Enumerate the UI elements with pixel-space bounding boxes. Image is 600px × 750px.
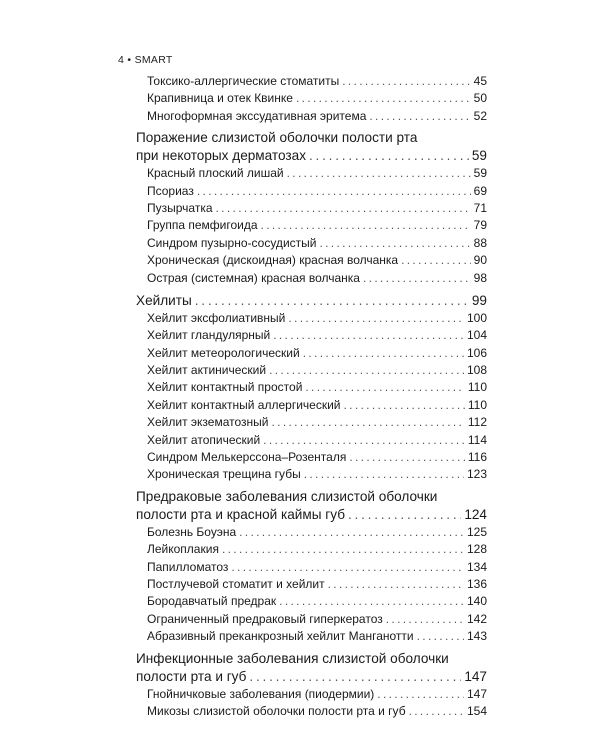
leader-dots bbox=[369, 108, 470, 125]
leader-dots bbox=[271, 414, 464, 431]
toc-entry-page: 45 bbox=[473, 74, 487, 88]
toc-entry-page: 88 bbox=[473, 235, 487, 250]
toc-entry-title: Красный плоский лишай bbox=[147, 166, 284, 181]
leader-dots bbox=[195, 292, 469, 310]
toc-entry[interactable] bbox=[136, 576, 487, 593]
leader-dots bbox=[401, 252, 471, 269]
leader-dots bbox=[349, 449, 465, 466]
leader-dots bbox=[377, 686, 464, 703]
leader-dots bbox=[288, 310, 464, 327]
leader-dots bbox=[342, 73, 470, 90]
leader-dots bbox=[216, 200, 471, 217]
leader-dots bbox=[417, 628, 464, 645]
page-number: 4 bbox=[118, 54, 125, 66]
toc-entry[interactable] bbox=[136, 73, 487, 90]
toc-entry-page: 71 bbox=[473, 200, 487, 215]
toc-entry-page: 90 bbox=[473, 253, 487, 268]
toc-entry-title: Острая (системная) красная волчанка bbox=[147, 270, 360, 285]
leader-dots bbox=[249, 668, 461, 686]
leader-dots bbox=[296, 90, 471, 107]
toc-entry-page: 112 bbox=[467, 415, 487, 430]
leader-dots bbox=[269, 362, 464, 379]
toc-entry-title: Абразивный преканкрозный хейлит Манганотти bbox=[147, 629, 414, 644]
toc-entry-title: Хейлит гландулярный bbox=[147, 328, 271, 343]
leader-dots bbox=[239, 524, 464, 541]
table-of-contents bbox=[136, 73, 487, 720]
toc-section-title-line2: при некоторых дерматозах bbox=[136, 148, 306, 164]
leader-dots bbox=[222, 541, 464, 558]
toc-entry-page: 104 bbox=[466, 328, 487, 343]
toc-section[interactable] bbox=[136, 650, 487, 686]
leader-dots bbox=[328, 576, 464, 593]
toc-entry-title: Пузырчатка bbox=[147, 200, 213, 215]
toc-entry[interactable] bbox=[136, 466, 487, 483]
toc-entry-title: Хейлит экзематозный bbox=[147, 415, 269, 430]
toc-entry[interactable] bbox=[136, 611, 487, 628]
toc-section-page: 99 bbox=[471, 292, 487, 308]
toc-section-page: 147 bbox=[464, 668, 487, 684]
toc-entry-page: 110 bbox=[467, 380, 487, 395]
toc-entry-title: Хейлит атопический bbox=[147, 432, 261, 447]
toc-entry[interactable] bbox=[136, 345, 487, 362]
toc-entry-title: Микозы слизистой оболочки полости рта и губ bbox=[147, 703, 406, 718]
toc-entry-title: Болезнь Боуэна bbox=[147, 524, 237, 539]
toc-entry-title: Токсико-аллергические стоматиты bbox=[147, 74, 340, 88]
leader-dots bbox=[386, 611, 464, 628]
toc-section-title-line2: полости рта и губ bbox=[136, 668, 247, 684]
toc-section-page: 59 bbox=[471, 148, 487, 164]
toc-entry[interactable] bbox=[136, 310, 487, 327]
leader-dots bbox=[231, 559, 464, 576]
toc-section-title: Хейлиты bbox=[136, 292, 192, 308]
toc-entry[interactable] bbox=[136, 414, 487, 431]
toc-entry-title: Хейлит эксфолиативный bbox=[147, 310, 286, 325]
leader-dots bbox=[261, 217, 471, 234]
leader-dots bbox=[409, 703, 464, 720]
toc-entry-page: 69 bbox=[473, 183, 487, 198]
toc-entry[interactable] bbox=[136, 235, 487, 252]
leader-dots bbox=[344, 397, 465, 414]
toc-entry[interactable] bbox=[136, 397, 487, 414]
toc-section[interactable] bbox=[136, 292, 487, 310]
toc-entry-title: Многоформная экссудативная эритема bbox=[147, 108, 367, 123]
toc-entry-page: 108 bbox=[466, 363, 487, 378]
toc-entry-title: Крапивница и отек Квинке bbox=[147, 91, 293, 106]
toc-entry-page: 100 bbox=[466, 310, 487, 325]
toc-entry-title: Хейлит контактный простой bbox=[147, 380, 303, 395]
leader-dots bbox=[304, 466, 464, 483]
toc-entry[interactable] bbox=[136, 362, 487, 379]
toc-entry[interactable] bbox=[136, 200, 487, 217]
toc-entry[interactable] bbox=[136, 108, 487, 125]
toc-entry[interactable] bbox=[136, 686, 487, 703]
leader-dots bbox=[319, 235, 470, 252]
toc-entry-page: 50 bbox=[473, 91, 487, 106]
toc-entry-title: Хейлит метеорологический bbox=[147, 345, 300, 360]
toc-entry-page: 136 bbox=[466, 576, 487, 591]
toc-entry-page: 143 bbox=[466, 629, 487, 644]
series-name: SMART bbox=[134, 54, 173, 66]
toc-entry-page: 147 bbox=[466, 686, 487, 701]
toc-entry-page: 59 bbox=[473, 166, 487, 181]
toc-entry-page: 134 bbox=[466, 559, 487, 574]
toc-entry[interactable] bbox=[136, 432, 487, 449]
toc-entry[interactable] bbox=[136, 165, 487, 182]
toc-entry[interactable] bbox=[136, 90, 487, 107]
toc-entry[interactable] bbox=[136, 559, 487, 576]
toc-entry-title: Гнойничковые заболевания (пиодермии) bbox=[147, 686, 375, 701]
leader-dots bbox=[303, 345, 464, 362]
toc-entry-page: 106 bbox=[466, 345, 487, 360]
leader-dots bbox=[305, 379, 464, 396]
toc-entry-title: Синдром пузырно-сосудистый bbox=[147, 235, 317, 250]
toc-entry-title: Группа пемфигоида bbox=[147, 218, 258, 233]
toc-entry-page: 114 bbox=[467, 432, 487, 447]
toc-entry-title: Хейлит контактный аллергический bbox=[147, 397, 341, 412]
toc-entry-title: Бородавчатый предрак bbox=[147, 594, 277, 609]
toc-entry-title: Папилломатоз bbox=[147, 559, 229, 574]
toc-entry[interactable] bbox=[136, 217, 487, 234]
toc-entry-page: 123 bbox=[466, 467, 487, 482]
toc-entry[interactable] bbox=[136, 703, 487, 720]
toc-entry[interactable] bbox=[136, 628, 487, 645]
toc-section-title-line2: полости рта и красной каймы губ bbox=[136, 506, 345, 522]
toc-entry-page: 154 bbox=[466, 703, 487, 718]
toc-entry-page: 116 bbox=[467, 450, 487, 465]
leader-dots bbox=[273, 327, 464, 344]
toc-entry[interactable] bbox=[136, 183, 487, 200]
toc-entry[interactable] bbox=[136, 252, 487, 269]
toc-entry[interactable] bbox=[136, 327, 487, 344]
running-head bbox=[118, 54, 173, 66]
toc-entry[interactable] bbox=[136, 270, 487, 287]
toc-section-title-line1: Предраковые заболевания слизистой оболочки bbox=[136, 488, 438, 504]
toc-entry-page: 128 bbox=[466, 542, 487, 557]
toc-entry-title: Лейкоплакия bbox=[147, 542, 219, 557]
toc-entry[interactable] bbox=[136, 524, 487, 541]
toc-entry[interactable] bbox=[136, 541, 487, 558]
leader-dots bbox=[363, 270, 471, 287]
toc-section-page: 124 bbox=[464, 506, 487, 522]
toc-entry[interactable] bbox=[136, 593, 487, 610]
toc-section[interactable] bbox=[136, 129, 487, 165]
toc-entry-page: 52 bbox=[473, 108, 487, 123]
leader-dots bbox=[263, 432, 465, 449]
toc-entry-title: Хроническая трещина губы bbox=[147, 467, 301, 482]
leader-dots bbox=[197, 183, 471, 200]
leader-dots bbox=[279, 593, 464, 610]
toc-entry-title: Синдром Мелькерссона–Розенталя bbox=[147, 450, 347, 465]
leader-dots bbox=[287, 165, 471, 182]
toc-entry-title: Хейлит актинический bbox=[147, 363, 267, 378]
toc-entry[interactable] bbox=[136, 379, 487, 396]
separator: • bbox=[127, 54, 132, 66]
toc-entry-title: Псориаз bbox=[147, 183, 194, 198]
toc-section[interactable] bbox=[136, 488, 487, 524]
toc-section-title-line1: Инфекционные заболевания слизистой оболочки bbox=[136, 650, 449, 666]
toc-entry-page: 140 bbox=[466, 594, 487, 609]
leader-dots bbox=[348, 506, 461, 524]
toc-entry-page: 98 bbox=[473, 270, 487, 285]
toc-entry-title: Постлучевой стоматит и хейлит bbox=[147, 576, 325, 591]
toc-entry-title: Ограниченный предраковый гиперкератоз bbox=[147, 611, 383, 626]
toc-section-title-line1: Поражение слизистой оболочки полости рта bbox=[136, 130, 418, 146]
toc-entry-page: 79 bbox=[473, 218, 487, 233]
toc-entry-page: 110 bbox=[467, 397, 487, 412]
toc-entry-title: Хроническая (дискоидная) красная волчанка bbox=[147, 253, 399, 268]
toc-entry-page: 142 bbox=[466, 611, 487, 626]
leader-dots bbox=[309, 147, 469, 165]
toc-entry-page: 125 bbox=[466, 524, 487, 539]
toc-entry[interactable] bbox=[136, 449, 487, 466]
